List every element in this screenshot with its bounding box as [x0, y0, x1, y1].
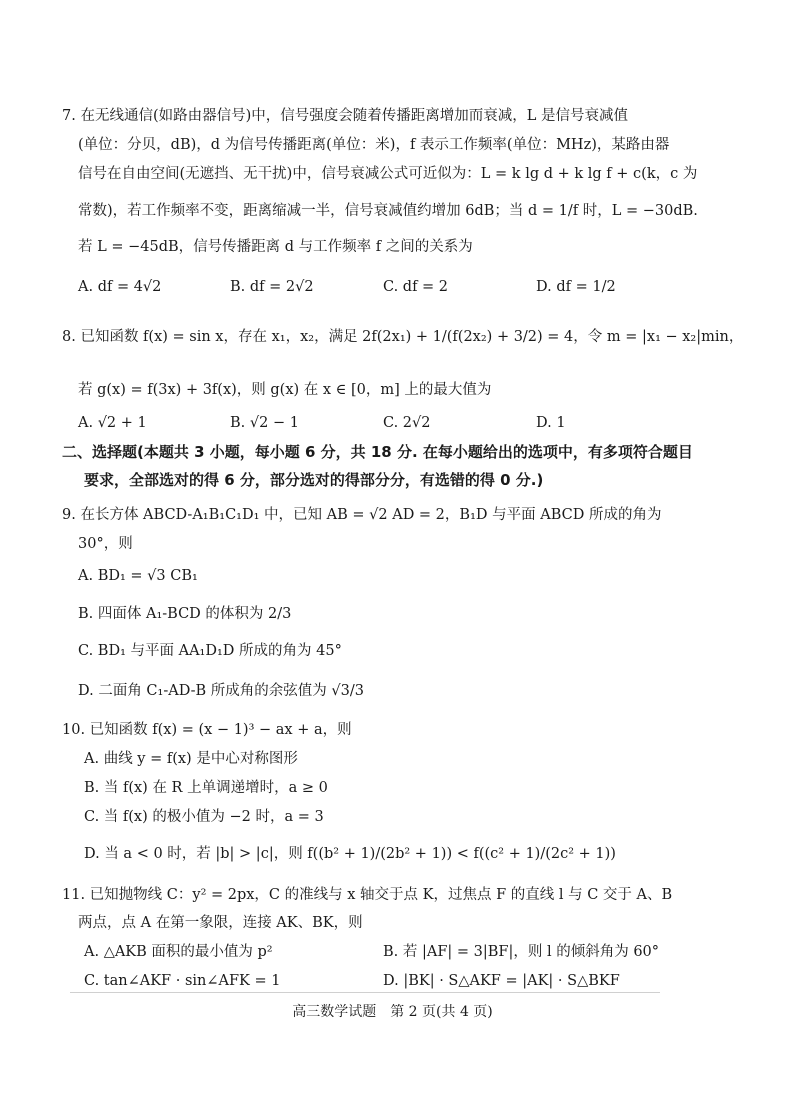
q8-line-2: 若 g(x) = f(3x) + 3f(x)，则 g(x) 在 x ∈ [0，m] 上的最大值为 — [78, 382, 492, 398]
q7-line-2: (单位：分贝，dB)，d 为信号传播距离(单位：米)，f 表示工作频率(单位：MHz)，某路由器 — [78, 137, 670, 153]
q8-option-c: C. 2√2 — [383, 415, 431, 431]
q7-option-a: A. df = 4√2 — [78, 279, 162, 295]
q7-line-5: 若 L = −45dB，信号传播距离 d 与工作频率 f 之间的关系为 — [78, 239, 473, 255]
q10-option-c: C. 当 f(x) 的极小值为 −2 时，a = 3 — [84, 809, 324, 825]
section-2-line-2: 要求，全部选对的得 6 分，部分选对的得部分分，有选错的得 0 分.) — [84, 471, 544, 489]
q9-option-d: D. 二面角 C₁-AD-B 所成角的余弦值为 √3/3 — [78, 683, 364, 699]
footer-divider — [70, 992, 660, 993]
section-2-line-1: 二、选择题(本题共 3 小题，每小题 6 分，共 18 分. 在每小题给出的选项中，有多项符合题目 — [62, 443, 693, 461]
q7-line-1: 7. 在无线通信(如路由器信号)中，信号强度会随着传播距离增加而衰减，L 是信号衰减值 — [62, 108, 628, 124]
q11-option-c: C. tan∠AKF · sin∠AFK = 1 — [84, 973, 281, 989]
q11-line-1: 11. 已知抛物线 C：y² = 2px，C 的准线与 x 轴交于点 K，过焦点 F 的直线 l 与 C 交于 A、B — [62, 887, 673, 903]
q9-option-c: C. BD₁ 与平面 AA₁D₁D 所成的角为 45° — [78, 643, 342, 659]
q11-option-d: D. |BK| · S△AKF = |AK| · S△BKF — [383, 973, 620, 989]
q8-line-1: 8. 已知函数 f(x) = sin x，存在 x₁，x₂，满足 2f(2x₁) + 1/(f(2x₂) + 3/2) = 4，令 m = |x₁ − x₂|min， — [62, 329, 744, 345]
q11-line-2: 两点，点 A 在第一象限，连接 AK、BK，则 — [78, 915, 363, 931]
q9-option-a: A. BD₁ = √3 CB₁ — [78, 568, 198, 584]
q9-option-b: B. 四面体 A₁-BCD 的体积为 2/3 — [78, 606, 292, 622]
q8-option-a: A. √2 + 1 — [78, 415, 147, 431]
q7-option-d: D. df = 1/2 — [536, 279, 616, 295]
q7-option-b: B. df = 2√2 — [230, 279, 314, 295]
page-footer: 高三数学试题 第 2 页(共 4 页) — [292, 1004, 493, 1020]
q10-option-a: A. 曲线 y = f(x) 是中心对称图形 — [84, 751, 298, 767]
q8-option-d: D. 1 — [536, 415, 566, 431]
q7-line-3: 信号在自由空间(无遮挡、无干扰)中，信号衰减公式可近似为：L = k lg d + k lg f + c(k，c 为 — [78, 166, 698, 182]
q10-option-b: B. 当 f(x) 在 R 上单调递增时，a ≥ 0 — [84, 780, 328, 796]
q10-option-d: D. 当 a < 0 时，若 |b| > |c|，则 f((b² + 1)/(2b² + 1)) < f((c² + 1)/(2c² + 1)) — [84, 846, 616, 862]
q9-line-2: 30°，则 — [78, 536, 133, 552]
q10-line-1: 10. 已知函数 f(x) = (x − 1)³ − ax + a，则 — [62, 722, 352, 738]
q11-option-b: B. 若 |AF| = 3|BF|，则 l 的倾斜角为 60° — [383, 944, 660, 960]
q11-option-a: A. △AKB 面积的最小值为 p² — [84, 944, 273, 960]
q7-option-c: C. df = 2 — [383, 279, 449, 295]
q9-line-1: 9. 在长方体 ABCD-A₁B₁C₁D₁ 中，已知 AB = √2 AD = 2，B₁D 与平面 ABCD 所成的角为 — [62, 507, 662, 523]
q8-option-b: B. √2 − 1 — [230, 415, 299, 431]
q7-line-4: 常数)，若工作频率不变，距离缩减一半，信号衰减值约增加 6dB；当 d = 1/f 时，L = −30dB. — [78, 203, 698, 219]
